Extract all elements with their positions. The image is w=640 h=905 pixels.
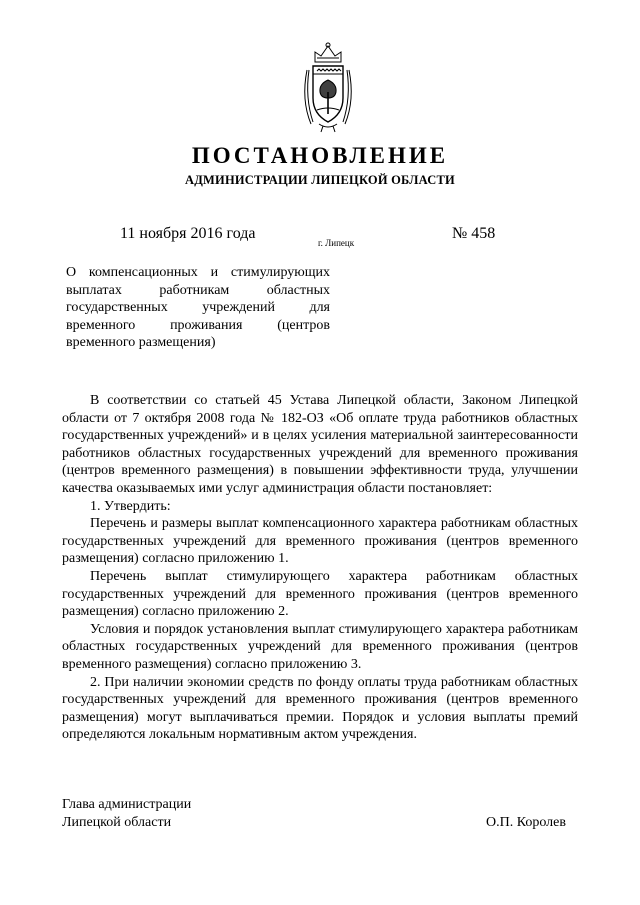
body-paragraph: 1. Утвердить: <box>90 498 171 514</box>
body-paragraph: В соответствии со статьей 45 Устава Липецкой области, Законом Липецкой области от 7 октября 2008 года № 182-ОЗ «Об оплате труда работников областных государственных учреждений» и в целях усиления материальной заинтересованности работников областных государственных учреждений для временного проживания (центров временного размещения) в повышении эффективности труда, улучшении качества оказываемых ими услуг администрация области постановляет: <box>62 393 578 496</box>
document-title: ПОСТАНОВЛЕНИЕ <box>191 143 449 168</box>
body-paragraph: Перечень и размеры выплат компенсационного характера работникам областных государственных учреждений для временного проживания (центров временного размещения) согласно приложению 1. <box>62 516 578 567</box>
document-number: № 458 <box>452 225 496 242</box>
document-body <box>62 392 578 744</box>
body-paragraph: Условия и порядок установления выплат стимулирующего характера работникам областных государственных учреждений для временного проживания (центров временного размещения) согласно приложению 3. <box>62 621 578 672</box>
document-date: 11 ноября 2016 года <box>120 225 256 242</box>
signatory-position-line: Липецкой области <box>62 815 172 830</box>
document-city: г. Липецк <box>318 238 355 248</box>
body-paragraph: 2. При наличии экономии средств по фонду оплаты труда работникам областных государственных учреждений для временного проживания (центров временного размещения) могут выплачиваться премии. Порядок и условия выплаты премий определяются локальным нормативным актом учреждения. <box>62 674 578 743</box>
signatory-name: О.П. Королев <box>486 815 566 830</box>
body-paragraph: Перечень выплат стимулирующего характера работникам областных государственных учреждений для временного проживания (центров временного размещения) согласно приложению 2. <box>62 568 578 620</box>
signatory-position-line: Глава администрации <box>62 797 192 812</box>
signatory-position <box>62 796 191 832</box>
coat-of-arms-icon <box>297 40 359 134</box>
document-subject: О компенсационных и стимулирующих выплатах работникам областных государственных учреждений для временного проживания (центров временного размещения) <box>66 265 330 350</box>
document-issuer: АДМИНИСТРАЦИИ ЛИПЕЦКОЙ ОБЛАСТИ <box>185 173 455 187</box>
